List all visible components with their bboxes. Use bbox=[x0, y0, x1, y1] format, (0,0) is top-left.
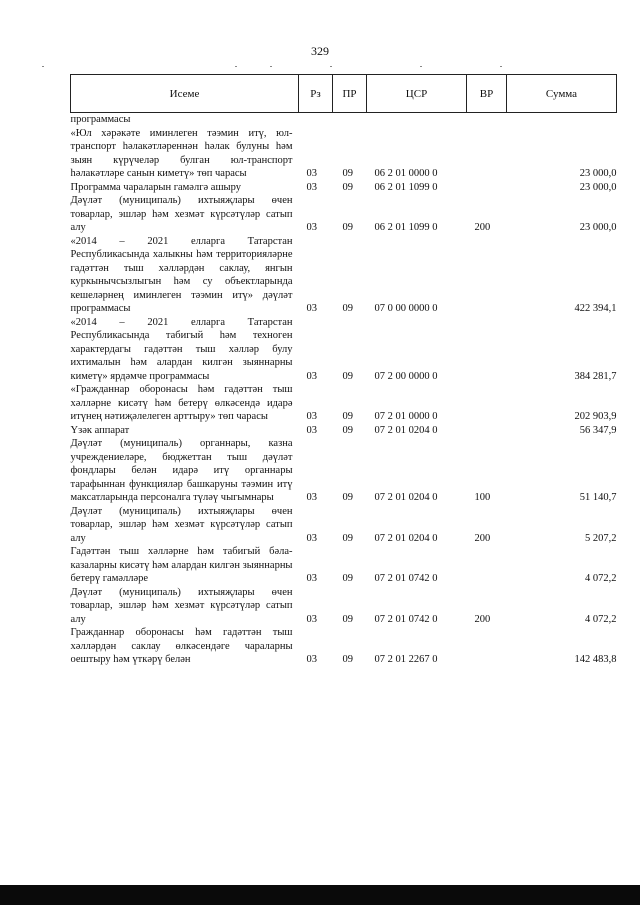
cell-sum: 56 347,9 bbox=[579, 424, 617, 436]
cell-sum: 23 000,0 bbox=[579, 181, 617, 193]
cell-rz: 03 bbox=[306, 613, 317, 625]
cell-pr: 09 bbox=[342, 613, 353, 625]
cell-vr bbox=[467, 113, 507, 127]
table-header-row bbox=[71, 75, 617, 113]
table-row bbox=[71, 383, 617, 424]
cell-csr: 07 2 01 0000 0 bbox=[374, 411, 438, 422]
cell-name: Дәүләт (муниципаль) органнары, казна учреждениеләре, бюджеттан тыш дәүләт фондлары белән идарә итү органнары тарафыннан функцияләр башкаруны тәэмин итү максатларында персоналга түләү чыгымнары bbox=[70, 438, 293, 503]
table-row bbox=[71, 586, 617, 627]
cell-csr: 07 2 01 0204 0 bbox=[374, 492, 438, 503]
cell-rz: 03 bbox=[306, 168, 317, 179]
cell-name: Үзәк аппарат bbox=[70, 424, 130, 436]
cell-sum: 23 000,0 bbox=[579, 222, 617, 233]
cell-rz: 03 bbox=[306, 411, 317, 422]
table-row bbox=[71, 194, 617, 235]
cell-pr: 09 bbox=[342, 424, 353, 436]
cell-name: «Юл хәрәкәте иминлеген тәэмин итү, юл-транспорт һәлакәтләреннән һәлак булуны һәм зыян күрүчеләр булган юл-транспорт һәлакәтләре санын киметү» төп чарасы bbox=[70, 127, 293, 179]
cell-pr: 09 bbox=[342, 492, 353, 503]
header-rz: Рз bbox=[299, 75, 333, 113]
cell-sum bbox=[507, 113, 617, 127]
table-row bbox=[71, 505, 617, 546]
cell-rz: 03 bbox=[306, 181, 317, 193]
header-sum: Сумма bbox=[507, 75, 617, 113]
cell-vr bbox=[467, 181, 507, 195]
header-name: Исеме bbox=[71, 75, 299, 113]
cell-pr: 09 bbox=[342, 303, 353, 314]
table-row bbox=[71, 235, 617, 316]
cell-csr: 06 2 01 1099 0 bbox=[374, 222, 438, 233]
budget-table-container bbox=[70, 74, 616, 667]
cell-csr: 07 2 01 0742 0 bbox=[374, 573, 438, 584]
cell-name: Гражданнар оборонасы һәм гадәттән тыш хәлләрдән саклау өлкәсендәге чараларны оештыру һәм үткәрү белән bbox=[70, 627, 293, 665]
cell-rz: 03 bbox=[306, 492, 317, 503]
cell-pr: 09 bbox=[342, 181, 353, 193]
cell-vr bbox=[467, 424, 507, 438]
cell-vr bbox=[467, 127, 507, 181]
cell-sum: 51 140,7 bbox=[579, 492, 617, 503]
cell-csr: 07 2 01 0742 0 bbox=[374, 613, 438, 625]
cell-vr bbox=[467, 545, 507, 586]
cell-sum: 4 072,2 bbox=[585, 613, 617, 625]
cell-vr bbox=[467, 235, 507, 316]
cell-sum: 5 207,2 bbox=[585, 532, 617, 544]
cell-pr: 09 bbox=[342, 370, 353, 382]
cell-csr: 07 2 01 2267 0 bbox=[374, 654, 438, 665]
table-row bbox=[71, 113, 617, 127]
cell-rz: 03 bbox=[306, 222, 317, 233]
cell-sum: 202 903,9 bbox=[574, 411, 617, 422]
scan-dots bbox=[30, 66, 610, 70]
cell-name: Программа чараларын гамәлгә ашыру bbox=[70, 181, 241, 193]
table-row bbox=[71, 424, 617, 438]
cell-csr: 07 0 00 0000 0 bbox=[374, 303, 438, 314]
cell-pr: 09 bbox=[342, 573, 353, 584]
cell-csr: 07 2 01 0204 0 bbox=[374, 424, 438, 436]
cell-pr: 09 bbox=[342, 411, 353, 422]
table-row bbox=[71, 626, 617, 667]
cell-vr: 200 bbox=[474, 222, 491, 233]
cell-csr: 06 2 01 0000 0 bbox=[374, 168, 438, 179]
table-row bbox=[71, 127, 617, 181]
cell-vr: 200 bbox=[474, 613, 491, 625]
cell-rz: 03 bbox=[306, 424, 317, 436]
cell-sum: 4 072,2 bbox=[585, 573, 617, 584]
cell-pr bbox=[333, 113, 367, 127]
cell-name: программасы bbox=[70, 114, 131, 125]
cell-rz: 03 bbox=[306, 654, 317, 665]
cell-name: Дәүләт (муниципаль) ихтыяҗлары өчен товарлар, эшләр һәм хезмәт күрсәтүләр сатып алу bbox=[70, 505, 293, 544]
cell-vr: 200 bbox=[474, 532, 491, 544]
cell-csr: 06 2 01 1099 0 bbox=[374, 181, 438, 193]
table-row bbox=[71, 316, 617, 384]
budget-table bbox=[70, 74, 617, 667]
cell-csr: 07 2 01 0204 0 bbox=[374, 532, 438, 544]
table-row bbox=[71, 437, 617, 505]
cell-pr: 09 bbox=[342, 532, 353, 544]
cell-name: Дәүләт (муниципаль) ихтыяҗлары өчен товарлар, эшләр һәм хезмәт күрсәтүләр сатып алу bbox=[70, 586, 293, 625]
cell-name: «Гражданнар оборонасы һәм гадәттән тыш хәлләрне кисәтү һәм бетерү өлкәсендә идарә итүнең нәтиҗәлелеген арттыру» төп чарасы bbox=[70, 384, 293, 422]
cell-rz: 03 bbox=[306, 573, 317, 584]
cell-pr: 09 bbox=[342, 222, 353, 233]
cell-vr bbox=[467, 626, 507, 667]
cell-sum: 422 394,1 bbox=[574, 303, 617, 314]
scan-bottom-border bbox=[0, 885, 640, 905]
cell-vr bbox=[467, 316, 507, 384]
cell-sum: 23 000,0 bbox=[579, 168, 617, 179]
table-row bbox=[71, 545, 617, 586]
header-pr: ПР bbox=[333, 75, 367, 113]
cell-vr bbox=[467, 383, 507, 424]
cell-rz: 03 bbox=[306, 370, 317, 382]
cell-name: Гадәттән тыш хәлләрне һәм табигый бәла-казаларны кисәтү һәм алардан килгән зыяннарны бетерү гамәлләре bbox=[70, 546, 293, 584]
cell-pr: 09 bbox=[342, 168, 353, 179]
header-vr: ВР bbox=[467, 75, 507, 113]
cell-rz bbox=[299, 113, 333, 127]
cell-sum: 142 483,8 bbox=[574, 654, 617, 665]
header-csr: ЦСР bbox=[367, 75, 467, 113]
cell-name: Дәүләт (муниципаль) ихтыяҗлары өчен товарлар, эшләр һәм хезмәт күрсәтүләр сатып алу bbox=[70, 195, 293, 233]
cell-rz: 03 bbox=[306, 303, 317, 314]
cell-csr: 07 2 00 0000 0 bbox=[374, 370, 438, 382]
cell-name: «2014 – 2021 елларга Татарстан Республикасында табигый һәм техноген характердагы гадәттән тыш хәлләр булу ихтималын һәм алардан килгән зыяннарны киметү» ярдәмче программасы bbox=[70, 316, 293, 382]
cell-rz: 03 bbox=[306, 532, 317, 544]
cell-sum: 384 281,7 bbox=[574, 370, 617, 382]
cell-pr: 09 bbox=[342, 654, 353, 665]
cell-csr bbox=[367, 113, 467, 127]
table-row bbox=[71, 181, 617, 195]
page-number: 329 bbox=[311, 44, 329, 58]
cell-vr: 100 bbox=[474, 492, 491, 503]
cell-name: «2014 – 2021 елларга Татарстан Республикасында халыкны һәм территорияләрне гадәттән тыш хәлләрдән саклау, янгын куркынычсызлыгын һәм су объектларында кешеләрнең иминлеген тәэмин итү» дәүләт программасы bbox=[70, 235, 293, 314]
